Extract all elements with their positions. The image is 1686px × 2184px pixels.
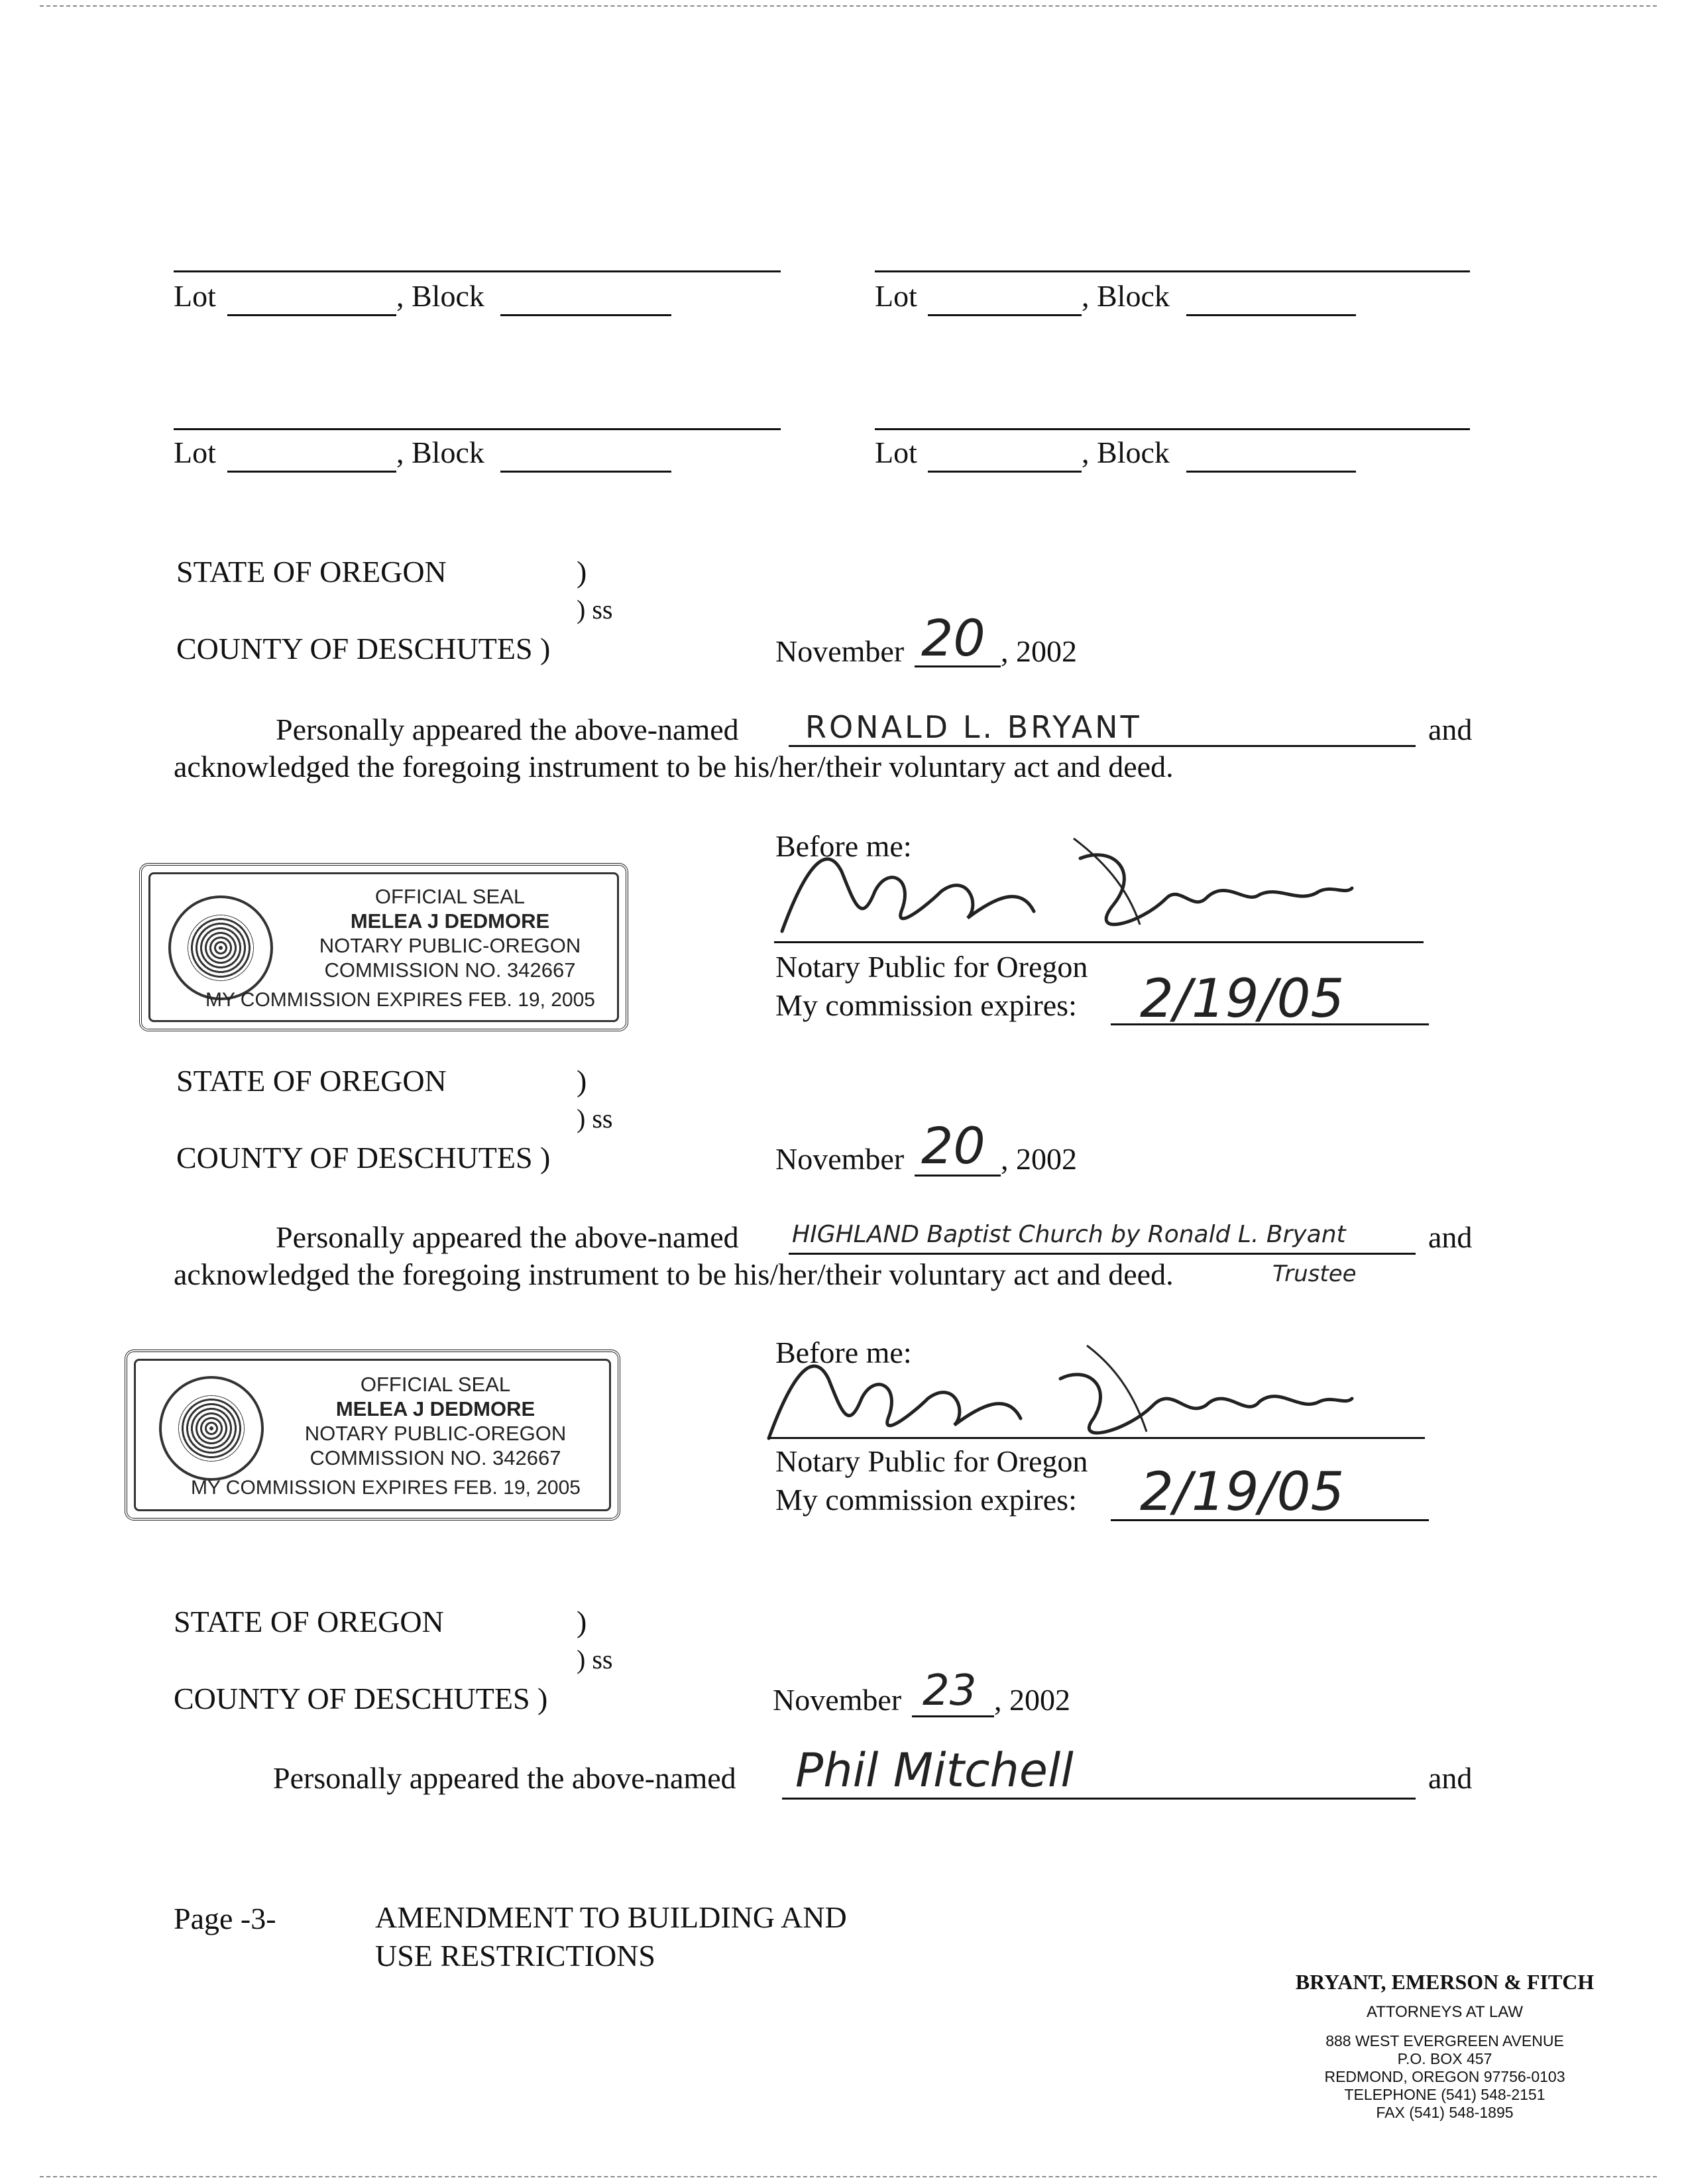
block-blank: [500, 471, 671, 473]
scan-edge-top: [40, 5, 1657, 7]
date-month: November: [775, 634, 905, 668]
lot-description-line: [875, 428, 1470, 430]
block-blank: [500, 314, 671, 316]
appeared-text: Personally appeared the above-named: [276, 1220, 739, 1254]
lot-label: Lot: [875, 279, 917, 313]
date-year: , 2002: [1001, 634, 1077, 668]
notary-seal: [125, 1350, 620, 1521]
firm-address: P.O. BOX 457: [1397, 2050, 1492, 2067]
commission-blank: [1111, 1023, 1429, 1025]
commission-label: My commission expires:: [775, 988, 1077, 1022]
state-seal-emblem-icon: [159, 1376, 264, 1481]
seal-line: MELEA J DEDMORE: [335, 1397, 535, 1420]
block-label: , Block: [1082, 435, 1170, 469]
signature-line: [774, 941, 1424, 943]
notary-public-label: Notary Public for Oregon: [775, 950, 1088, 984]
before-me-label: Before me:: [775, 1336, 912, 1369]
name-blank: [782, 1798, 1416, 1800]
firm-address: 888 WEST EVERGREEN AVENUE: [1325, 2032, 1564, 2049]
lot-label: Lot: [174, 279, 216, 313]
appeared-name-handwritten: Phil Mitchell: [795, 1743, 1074, 1798]
commission-label: My commission expires:: [775, 1483, 1077, 1517]
lot-description-line: [174, 270, 781, 272]
notary-seal: [139, 863, 628, 1031]
firm-phone: TELEPHONE (541) 548-2151: [1344, 2086, 1546, 2103]
ack-text: acknowledged the foregoing instrument to be his/her/their voluntary act and deed.: [174, 1257, 1174, 1291]
commission-date-handwritten: 2/19/05: [1140, 1461, 1345, 1523]
and-text: and: [1428, 1761, 1473, 1795]
date-year: , 2002: [994, 1683, 1070, 1717]
ss-label: ) ss: [577, 1104, 613, 1133]
seal-line: NOTARY PUBLIC-OREGON: [319, 934, 581, 957]
seal-line: MY COMMISSION EXPIRES FEB. 19, 2005: [205, 989, 595, 1011]
scan-edge-bottom: [40, 2176, 1657, 2177]
state-label: STATE OF OREGON: [174, 1605, 444, 1638]
page-number: Page -3-: [174, 1902, 276, 1935]
signature-line: [769, 1437, 1425, 1439]
before-me-label: Before me:: [775, 829, 912, 863]
state-seal-emblem-icon: [168, 895, 273, 1000]
document-title-line2: USE RESTRICTIONS: [375, 1939, 655, 1973]
lot-label: Lot: [875, 435, 917, 469]
appeared-text: Personally appeared the above-named: [273, 1761, 736, 1795]
date-month: November: [773, 1683, 902, 1717]
ss-label: ) ss: [577, 595, 613, 624]
lot-label: Lot: [174, 435, 216, 469]
ss-label: ) ss: [577, 1644, 613, 1674]
firm-subtitle: ATTORNEYS AT LAW: [1366, 2003, 1524, 2021]
lot-blank: [227, 471, 396, 473]
commission-blank: [1111, 1519, 1429, 1521]
seal-line: MELEA J DEDMORE: [350, 909, 550, 933]
seal-line: OFFICIAL SEAL: [360, 1373, 511, 1396]
state-label: STATE OF OREGON: [176, 555, 447, 589]
appeared-name-handwritten: HIGHLAND Baptist Church by Ronald L. Bryant: [792, 1221, 1346, 1248]
appeared-name-handwritten: RONALD L. BRYANT: [805, 709, 1142, 745]
lot-description-line: [875, 270, 1470, 272]
date-day-handwritten: 20: [921, 1116, 985, 1175]
lot-blank: [227, 314, 396, 316]
and-text: and: [1428, 1220, 1473, 1254]
block-blank: [1186, 314, 1356, 316]
block-blank: [1186, 471, 1356, 473]
and-text: and: [1428, 713, 1473, 746]
name-blank: [789, 745, 1416, 747]
date-month: November: [775, 1142, 905, 1176]
county-label: COUNTY OF DESCHUTES ): [176, 1141, 551, 1175]
name-blank: [789, 1253, 1416, 1255]
county-label: COUNTY OF DESCHUTES ): [176, 632, 551, 665]
lot-description-line: [174, 428, 781, 430]
lot-blank: [928, 471, 1082, 473]
date-blank: [915, 1175, 1001, 1177]
venue-paren: ): [577, 555, 587, 589]
seal-line: COMMISSION NO. 342667: [309, 1446, 561, 1469]
commission-date-handwritten: 2/19/05: [1140, 968, 1345, 1029]
block-label: , Block: [1082, 279, 1170, 313]
county-label: COUNTY OF DESCHUTES ): [174, 1682, 548, 1715]
date-day-handwritten: 23: [923, 1666, 977, 1715]
notary-signature: [769, 832, 1365, 948]
date-blank: [915, 665, 1001, 667]
notary-public-label: Notary Public for Oregon: [775, 1444, 1088, 1478]
seal-line: NOTARY PUBLIC-OREGON: [304, 1422, 567, 1445]
block-label: , Block: [396, 435, 484, 469]
seal-line: COMMISSION NO. 342667: [324, 958, 576, 982]
seal-line: MY COMMISSION EXPIRES FEB. 19, 2005: [191, 1477, 581, 1499]
firm-name: BRYANT, EMERSON & FITCH: [1295, 1970, 1595, 1994]
ack-text: acknowledged the foregoing instrument to be his/her/their voluntary act and deed.: [174, 750, 1174, 783]
firm-address: REDMOND, OREGON 97756-0103: [1324, 2068, 1565, 2085]
venue-paren: ): [577, 1605, 587, 1638]
document-title-line1: AMENDMENT TO BUILDING AND: [375, 1900, 847, 1934]
law-firm-block: [1259, 1967, 1630, 2122]
date-year: , 2002: [1001, 1142, 1077, 1176]
appeared-text: Personally appeared the above-named: [276, 713, 739, 746]
date-day-handwritten: 20: [921, 608, 985, 667]
seal-line: OFFICIAL SEAL: [374, 885, 526, 908]
block-label: , Block: [396, 279, 484, 313]
trustee-handwritten: Trustee: [1272, 1261, 1357, 1287]
venue-paren: ): [577, 1064, 587, 1098]
firm-fax: FAX (541) 548-1895: [1376, 2104, 1514, 2121]
lot-blank: [928, 314, 1082, 316]
date-blank: [912, 1715, 994, 1717]
state-label: STATE OF OREGON: [176, 1064, 447, 1098]
